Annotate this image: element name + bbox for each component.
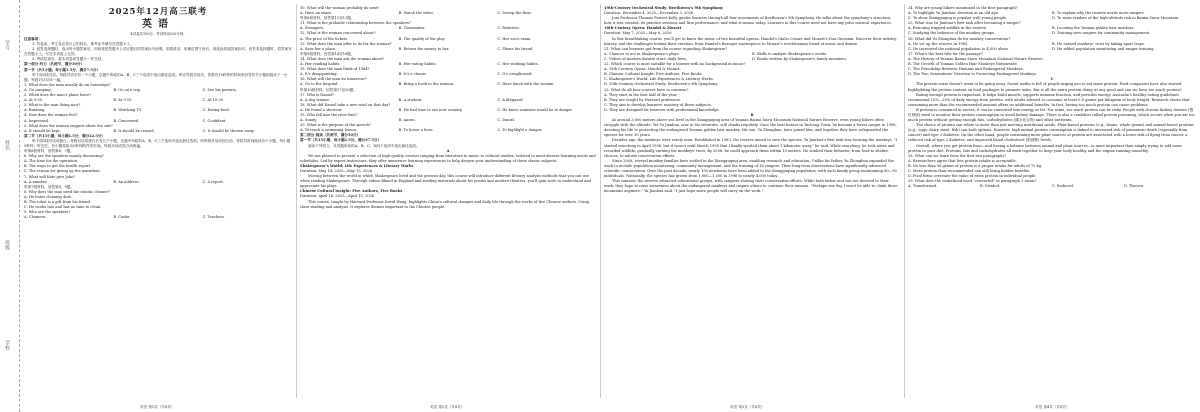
- page-footer: 英语 第4页（共8页）: [1035, 405, 1070, 409]
- option: B. Go on a trip.: [113, 87, 142, 92]
- option: C. Phone his friend.: [497, 46, 534, 51]
- question: 28. What can we learn from the first two paragraphs?: [908, 153, 1007, 158]
- page-3: [604, 6, 900, 398]
- page-footer: 英语 第3页（共8页）: [730, 405, 765, 409]
- option: D. He added population monitoring and ranger training.: [1052, 46, 1155, 51]
- option: C. Confident.: [202, 118, 227, 123]
- option: A. Have an exam.: [300, 11, 332, 16]
- option: B. Return the money to her.: [398, 46, 450, 51]
- course-title: 19th-Century Orchestral Study: Beethoven's 9th Symphony: [604, 6, 724, 10]
- course-description: Join Professor Thomas Forrest Kelly guides learners through all four movements of Beethoven's 9th Symphony. He talks about the symphony's structure, how it was created, its practice sessions and first performance, and what it means today. Learners in this course need not have any prior musical experience.: [604, 16, 892, 26]
- options: [300, 82, 596, 87]
- option: B. Watch the video.: [398, 11, 434, 16]
- options: [24, 180, 292, 185]
- question: 19. Who fell into the river first?: [300, 112, 358, 117]
- option: A. It's disappointing.: [300, 72, 338, 77]
- part-heading: 第一部分 听力（共两节，满分30分）: [24, 62, 85, 67]
- option: C. At 10:30.: [202, 98, 225, 103]
- option: C. Reduced.: [1052, 184, 1074, 189]
- option: B. Divided.: [980, 184, 1001, 189]
- option: C. It's complicated.: [497, 72, 533, 77]
- option: C. Shakespeare's World: Life Experiences & Literary Works.: [604, 77, 714, 82]
- option: C. Teachers.: [202, 215, 226, 220]
- option: C. The reason for giving up the marathon.: [24, 169, 101, 174]
- option: B. Skills to analyze Shakespeare's works.: [752, 51, 828, 56]
- listening-intro: 听第10段材料，回答第17至20题。: [300, 87, 357, 92]
- question: 27. What's the best title for the passage?: [908, 51, 983, 56]
- question: 26. What did Yu Zhonghua do for monkey conservation?: [908, 36, 1011, 41]
- question: 3. What is the man doing now?: [24, 103, 81, 108]
- option: A. Chances to act in Shakespeare's plays.: [604, 51, 680, 56]
- course-duration: Duration: May 14, 2025—May 15, 2026: [300, 169, 373, 173]
- option: A. Transformed.: [908, 184, 938, 189]
- notice-item: 1. 答卷前，考生务必将自己的姓名、准考证号填写在答题卡上。: [32, 42, 134, 47]
- option: D. To warn readers of the high-altitude risk in Baima Snow Mountain.: [1052, 16, 1180, 21]
- option: B. Locating the Yunnan golden hair monkeys.: [1052, 26, 1135, 31]
- options: [24, 119, 292, 124]
- question: 2. When does the man's plane leave?: [24, 93, 92, 98]
- question: 10. What will the woman probably do next?: [300, 6, 380, 10]
- option: C. A lifeguard.: [497, 97, 524, 102]
- option: B. Cooks.: [113, 215, 131, 220]
- passage-paragraph: The protein craze doesn't seem to be going away. Social media is full of people urging you to eat more protein. Food companies have also started highlighting the protein content on food packages to promote sales. But is all the extra protein doing us any good and can we have too much protein?: [908, 82, 1182, 92]
- option: A. Strangers.: [300, 26, 325, 31]
- option: B. It should be reused.: [113, 128, 155, 133]
- option: D. Books written by Shakespeare's family members.: [752, 56, 847, 61]
- section-heading: 第二节（共15小题；每小题1.5分，满分22.5分）: [24, 133, 106, 138]
- exam-title: 2025年12月高三联考: [108, 7, 208, 17]
- option: A. Cleaners.: [24, 215, 47, 220]
- question: 22. Which course is most suitable for a learner with no background in music?: [604, 62, 746, 67]
- question: 8. Why does the man need the robotic cleaner?: [24, 189, 111, 194]
- option: A. He hates cleaning dust.: [24, 194, 72, 199]
- option: B. Watching TV.: [113, 108, 142, 113]
- question: 4. How does the woman feel?: [24, 113, 78, 118]
- course-duration: Duration: April 16, 2025—April 15, 2026: [300, 194, 375, 199]
- option: C. To highlight a danger.: [497, 128, 543, 133]
- page-4: [908, 6, 1196, 398]
- passage-paragraph: We are pleased to present a selection of high-quality courses ranging from literature to music to cultural studies, tailored to meet diverse learning needs and schedules. Led by expert instructors, they offer immersive learning experiences to help deepen your understanding of these classic subjects.: [300, 153, 596, 163]
- option: A. 18th-Century Opera: Handel & Mozart.: [604, 67, 681, 72]
- option: B. He had time to see new scenery.: [398, 107, 463, 112]
- option: C. Her son's exam.: [497, 36, 532, 41]
- question: 13. What does the man offer to do for the woman?: [300, 41, 392, 46]
- option: A. Running.: [24, 108, 46, 113]
- options: [908, 31, 1196, 36]
- option: C. See his parents.: [202, 87, 237, 92]
- question: 9. Who are the speakers?: [24, 210, 71, 215]
- option: B. They are taught by Harvard professors.: [604, 97, 682, 102]
- option: B. Aaron.: [398, 118, 416, 123]
- question: 23. What do all four courses have in common?: [604, 87, 689, 92]
- option: C. Her working habits.: [497, 62, 539, 67]
- option: B. Classmates.: [398, 26, 426, 31]
- option: B. A student.: [398, 97, 423, 102]
- section-heading: 第一节（共15小题；每小题2.5分，满分37.5分）: [300, 138, 382, 143]
- question: 18. What did Daniel take a new road on that day?: [300, 102, 391, 107]
- question: 20. What is the purpose of the speech?: [300, 123, 371, 128]
- page-divider: [904, 4, 905, 398]
- page-footer: 英语 第2页（共8页）: [430, 405, 465, 409]
- option: D. Food firms overstate the value of extra protein in individual people.: [908, 174, 1037, 179]
- section-directions: 阅读下列短文，从每题所给的A、B、C、D四个选项中选出最佳选项。: [308, 143, 420, 148]
- option: C. Daniel.: [497, 118, 516, 123]
- margin-label: 学校: [4, 340, 10, 350]
- option: B. To honor a hero.: [398, 128, 434, 133]
- notice-heading: 注意事项：: [24, 37, 42, 41]
- option: B. Bring a book to the woman.: [398, 82, 455, 87]
- passage-paragraph: Overall, where you get protein from—and having a balance between animal and plant sources—is more important than simply trying to add more protein to your diet. Proteins, fats and carbohydrates all work together to keep your body healthy and the engine running smoothly.: [908, 143, 1182, 153]
- option: C. They aim to develop learners' mastery of these subjects.: [604, 102, 712, 107]
- page-1: [24, 6, 292, 398]
- passage-label: C: [1050, 77, 1054, 82]
- option: B. No less than 96 grams of protein is a proper intake for adults of 70 kg.: [908, 163, 1043, 168]
- margin-label: 姓名: [4, 140, 10, 150]
- option: C. A report.: [202, 179, 224, 184]
- notice-item: 3. 考试结束后，将本试卷和答题卡一并交回。: [32, 57, 105, 62]
- question: 16. What will the man do tomorrow?: [300, 77, 367, 82]
- option: A. Her reading habits.: [300, 62, 341, 67]
- passage-paragraph: Decades ago, the monkeys were rarely seen. Established in 1983, the reserve aimed to save the species. Yu Jianhua's first task was locating the monkeys. "I started searching in April 1998, but it wasn't until March 1998 that I finally spotted them about 1 kilometer away," he said. While searching, he took notes and recorded wildlife, gradually earning the monkeys' trust. By 2008, he could approach them within 10 meters. He studied their behavior, from food to shelter choices, to inform conservation efforts.: [604, 138, 898, 158]
- page-divider: [296, 4, 297, 398]
- margin-label: 班级: [4, 240, 10, 250]
- binding-margin: [0, 0, 20, 412]
- option: D. The Two Generations' Devotion to Protecting Endangered Monkeys.: [908, 72, 1038, 77]
- option: A. At 9:00.: [24, 98, 44, 103]
- option: C. Videos of modern theatre stars' daily lives.: [604, 56, 687, 61]
- listening-intro: 听第9段材料，回答第14至16题。: [300, 51, 355, 56]
- options: [908, 184, 1196, 189]
- listening-intro: 听第7段材料，回答第8、9题。: [24, 184, 74, 189]
- passage-paragraph: This summer, the reserve attracted educational groups, with campers sharing their conservation efforts. While both father and son are devoted to their work, they hope to raise awareness about the endangered monkeys and inspire others to continue their mission. "Perhaps one day I won't be able to climb these mountains anymore," Yu Jianhua said. "I just hope more people will carry on the work.": [604, 179, 898, 194]
- option: A. A dog trainer.: [300, 97, 330, 102]
- option: C. He works late and has no time to clean.: [24, 205, 102, 210]
- course-description: This course, taught by Harvard Professor David Wang, highlights China's cultural changes and daily life through the works of five Chinese authors. Using close reading and analysis, it explores themes important to the Chinese people.: [300, 199, 589, 209]
- option: A. To teach a swimming lesson.: [300, 128, 358, 133]
- option: C. It should be thrown away.: [202, 128, 255, 133]
- page-divider: [600, 4, 601, 398]
- option: A. Go to the hospital.: [300, 82, 339, 87]
- option: A. Rescuing trapped wildlife in the reserve.: [908, 26, 988, 31]
- option: C. The Friendship Between Humans and Endangered Monkeys.: [908, 67, 1024, 72]
- option: A. Save her a place.: [300, 46, 337, 51]
- options: [24, 215, 292, 220]
- margin-label: 学号: [4, 40, 10, 50]
- option: C. He knew someone would be in danger.: [497, 107, 573, 112]
- course-title: Chinese Cultural Insight: Five Authors, Five Books: [300, 189, 403, 194]
- option: A. He set up the reserve in 1983.: [908, 41, 969, 46]
- section-heading: 第一节（共5小题；每小题1.5分，满分7.5分）: [24, 67, 101, 72]
- option: B. Her eating habits.: [398, 62, 437, 67]
- option: A. He found a shortcut.: [300, 107, 343, 112]
- option: B. At 9:15.: [113, 98, 133, 103]
- passage-paragraph: Since 2008, several monkey families have settled in the Xiangguqing area, enabling research and education. Unlike his father, Yu Zhonghua expanded the work to include population monitoring, community management, and the training of 16 rangers. Their long-term observations have significantly advanced scientific conservation. Over the past decade, nearly 150 newborns have been added to the Xiangguqing population, with each family group maintaining 80—90 individuals. Nationally, the species has grown from 1,000—1,500 in 1996 to nearly 4,000 today.: [604, 158, 897, 179]
- option: A. A number.: [24, 179, 48, 184]
- course-title: Shakespeare's World: Life Experiences & Literary Works: [300, 163, 414, 168]
- course-duration: Duration: December 4, 2025—December 3, 2026: [604, 11, 694, 16]
- course-duration: Duration: May 7, 2025—May 6, 2026: [604, 31, 672, 36]
- option: B. Chinese Cultural Insight: Five Authors, Five Books.: [604, 72, 703, 77]
- course-title: 18th-Century Opera: Handel & Mozart: [604, 26, 682, 31]
- question: 6. Why are the speakers mainly discussing?: [24, 154, 104, 159]
- option: A. To highlight Yu Jianhua' devotion at an old age.: [908, 11, 999, 16]
- listening-intro: 听第8段材料，回答第11至13题。: [300, 16, 355, 21]
- option: B. To explain why the reserve needs more rangers.: [1052, 11, 1145, 16]
- question: 12. What is the woman concerned about?: [300, 31, 376, 36]
- part-heading: 第二部分 阅读（共两节，满分50分）: [300, 133, 361, 138]
- option: A. Researchers agree that less protein intake is acceptable.: [908, 158, 1017, 163]
- option: D. Training new rangers for community management.: [1052, 31, 1151, 36]
- option: C. Relatives.: [497, 26, 521, 31]
- option: A. It should be kept.: [24, 128, 61, 133]
- option: B. Concerned.: [113, 118, 140, 123]
- course-description: Moving between the world in which Shakespeare lived and the present day, this course will introduce different literary analysis methods that you can use when reading Shakespeare. Through videos filmed in England and reading materials about his poems and modern theatres, you'll gain tools to understand and appreciate his plays.: [300, 174, 591, 189]
- option: B. The ways to get the health report.: [24, 164, 92, 169]
- exam-note: 本试卷共150分，考试时间120分钟。: [129, 32, 187, 36]
- option: A. They start in the first half of the year.: [604, 92, 678, 97]
- question: 24. Why are young hikers mentioned in the first paragraph?: [908, 6, 1018, 10]
- subject-title: 英语: [142, 19, 174, 30]
- option: C. Studying the behavior of the monkey groups.: [908, 31, 996, 36]
- passage-paragraph: At around 3,000 meters above sea level in the Xiangguqing area of Yunnan Baima Snow Mountain National Nature Reserve, even young hikers often struggle with the altitude. Yet Yu Jianhua, now in his seventies, still climbs regularly. Once the best hunter in Tacheng Town, he became a forest ranger in 1998, devoting his life to protecting the endangered Yunnan golden hair monkey. His son, Yu Zhonghua, later joined him, and together they have safeguarded the species for over 30 years.: [604, 118, 897, 138]
- passage-label: A: [446, 148, 450, 153]
- listening-intro: 听第6段材料，回答第6、7题。: [24, 149, 74, 154]
- option: C. Have lunch with the woman.: [497, 82, 555, 87]
- question: 14. What does the man ask the woman about?: [300, 56, 385, 61]
- passage-paragraph: If protein is consumed in excess, it can be converted into energy or fat. For some, too much protein can be risky. People with chronic kidney disease (慢性肾病) need to monitor their protein consumption to avoid kidney damage. There is also a condition called protein poisoning, which occurs when you eat too much protein without getting enough fats, carbohydrates (碳水化合物) and other nutrients.: [908, 107, 1195, 123]
- option: A. The History of Yunnan Baima Snow Mountain National Nature Reserve.: [908, 56, 1044, 61]
- question: 17. Who is Daniel?: [300, 92, 334, 97]
- option: B. The robot is a gift from his friend.: [24, 200, 91, 204]
- option: A. Go camping.: [24, 87, 52, 92]
- question: 29. What does the underlined word "converted" in paragraph 3 mean?: [908, 179, 1037, 184]
- question: 15. What does the man think of 1984?: [300, 67, 370, 72]
- option: A. The time for the operation.: [24, 159, 79, 164]
- option: C. More protein than recommended can still bring hidden benefits.: [908, 169, 1031, 173]
- question: 1. What does the man usually do on Saturdays?: [24, 82, 111, 87]
- passage-label: B: [750, 112, 754, 117]
- option: A. Sunny.: [300, 118, 317, 123]
- option: A. Impressed.: [24, 118, 50, 123]
- question: 25. What was Yu Jianhua's first task after becoming a ranger?: [908, 21, 1021, 26]
- question: 21. What can learners get from the course regarding Shakespeare?: [604, 46, 728, 51]
- option: D. 19th-Century Orchestral Study: Beethoven's 9th Symphony.: [604, 82, 719, 87]
- section-directions: 听下面5段对话或独白。每段对话或独白后有几个小题，从题中所给的A、B、C三个选项中选出最佳选项。听每段对话或独白前，你将有时间阅读各个小题，每小题5秒钟；听完后，各小题将给出5秒钟的作答时间。每段对话或独白读两遍。: [24, 138, 291, 148]
- option: D. Thrown.: [1124, 184, 1145, 189]
- course-description: In this breathtaking course, you'll get to know the music of two beautiful operas, Handel's Giulio Cesare and Mozart's Don Giovanni. Discover their artistry, history, and the challenges behind their creation, from Handel's Baroque masterpiece to Mozart's revolutionary blend of music and drama.: [604, 36, 897, 46]
- notice-item: 2. 回答选择题时，选出每小题答案后，用铅笔把答题卡上对应题目的答案标号涂黑。如需改动，用橡皮擦干净后，再选涂其他答案标号。回答非选择题时，将答案写在答题卡上，写在本试卷上无效。: [24, 47, 292, 57]
- option: C. To show Xiangguqing is popular with young people.: [908, 16, 1008, 21]
- passage-paragraph: Eating enough protein is important. It helps build muscle, supports immune function, and provides energy. Australia's healthy eating guidelines recommend 15%—25% of daily energy from protein, with adults advised to consume at least 0.8 grams per kilogram of body weight. Research shows that consuming more than the recommended amount offers no additional benefits. In fact, having too much protein can cause problems.: [908, 92, 1190, 107]
- option: A. The price of the tickets.: [300, 36, 349, 41]
- section-directions: 听下面5段对话。每段对话后有一个小题，从题中所给的A、B、C三个选项中选出最佳选项。听完每段对话后，你都有10秒钟的时间来回答有关小题和阅读下一小题。每段对话仅读一遍。: [24, 72, 288, 82]
- option: B. It's a classic.: [398, 72, 428, 77]
- option: D. They are designed for learners with professional knowledge.: [604, 107, 720, 112]
- option: B. The quality of the play.: [398, 36, 446, 41]
- option: C. Eating food.: [202, 108, 230, 113]
- page-footer: 英语 第1页（共8页）: [140, 405, 175, 409]
- passage-paragraph: The choice of protein can relate to more than just meeting nutritional needs. Plant-based proteins (e.g., beans, whole grains) and animal-based proteins (e.g., eggs, dairy, meat, fish) can both options. However, high animal protein consumption is linked to increased risk of premature death (especially from cancer) and type 2 diabetes. On the other hand, people consuming more plant sources of protein are associated with a lower risk of dying from cancer, a reduced risk of type 2 diabetes, and improved blood cholesterol (胆固醇) levels.: [908, 123, 1194, 143]
- question: 5. What does the woman suggest about the suit?: [24, 123, 113, 128]
- option: B. An address.: [113, 179, 140, 184]
- page-2: [300, 6, 596, 398]
- question: 7. What will Kate give John?: [24, 174, 76, 179]
- option: B. He earned monkeys' trust by taking apart traps.: [1052, 41, 1145, 46]
- question: 11. What is the probable relationship between the speakers?: [300, 21, 411, 26]
- option: B. The Growth of Yunnan Golden Hair Monkeys Nationwide.: [908, 62, 1018, 67]
- options: [300, 37, 596, 42]
- option: C. Sweep the floor.: [497, 11, 532, 16]
- option: C. He increased the national population to 4,000 alone.: [908, 46, 1009, 51]
